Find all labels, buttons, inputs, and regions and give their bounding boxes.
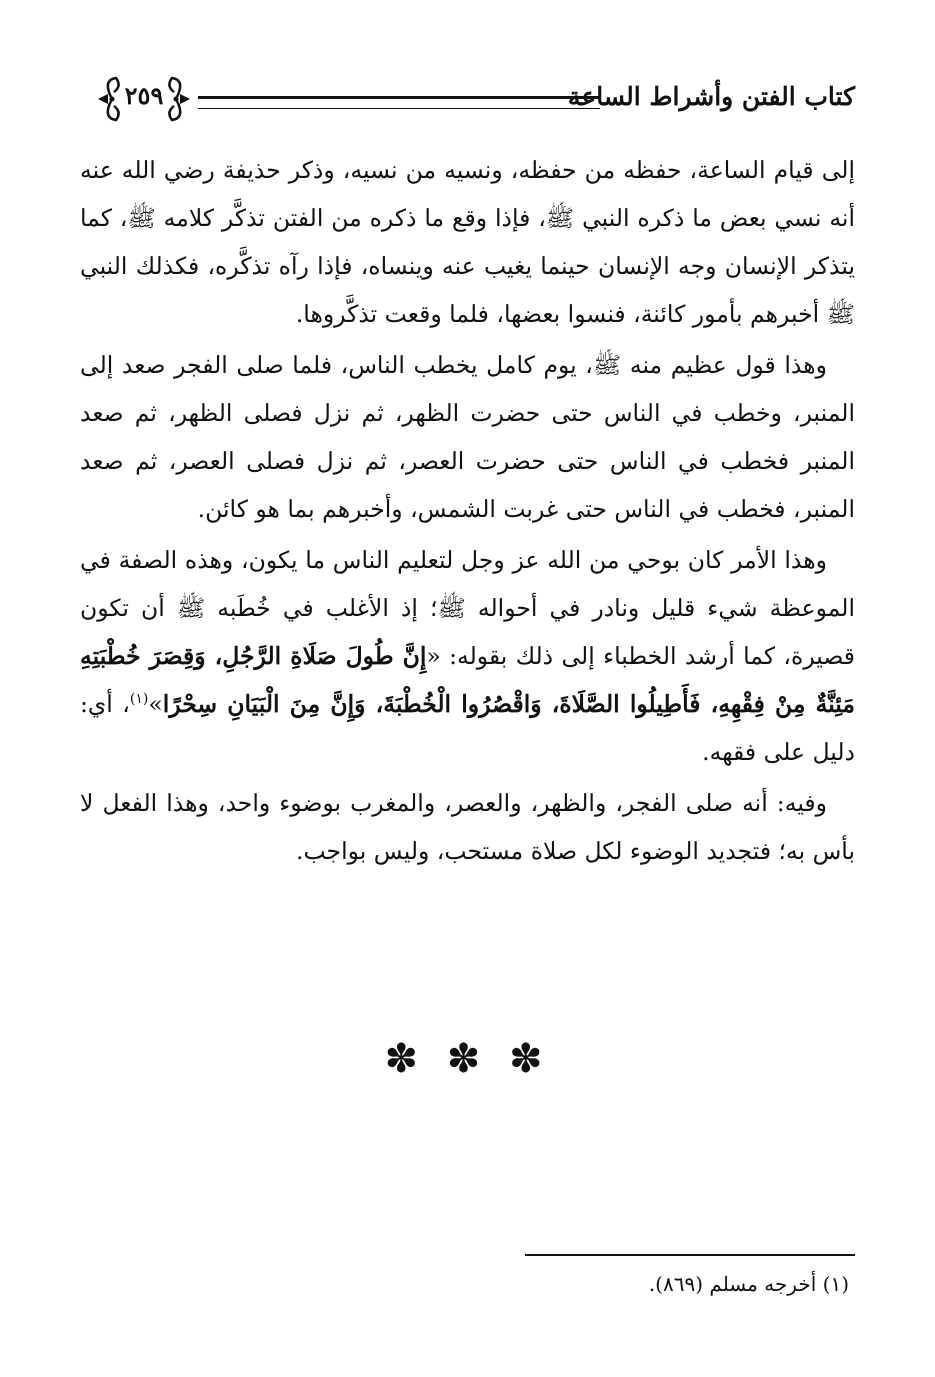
paragraph-3 xyxy=(80,536,855,776)
paragraph-2: وهذا قول عظيم منه ﷺ، يوم كامل يخطب الناس، فلما صلى الفجر صعد إلى المنبر، وخطب في الناس حتى حضرت الظهر، ثم نزل فصلى الظهر، ثم صعد المنبر فخطب في الناس حتى حضرت العصر، ثم نزل فصلى العصر، ثم صعد المنبر، فخطب في الناس حتى غربت الشمس، وأخبرهم بما هو كائن. xyxy=(80,351,855,523)
paragraph-1: إلى قيام الساعة، حفظه من حفظه، ونسيه من نسيه، وذكر حذيفة رضي الله عنه أنه نسي بعض ما ذكره النبي ﷺ، فإذا وقع ما ذكره من الفتن تذكَّر كلامه ﷺ، كما يتذكر الإنسان وجه الإنسان حينما يغيب عنه وينساه، فإذا رآه تذكَّره، فكذلك النبي ﷺ أخبرهم بأمور كائنة، فنسوا بعضها، فلما وقعت تذكَّروها. xyxy=(80,156,855,328)
quote-close: » xyxy=(148,690,163,718)
page-number-frame xyxy=(92,70,196,128)
paragraph-4: وفيه: أنه صلى الفجر، والظهر، والعصر، والمغرب بوضوء واحد، وهذا الفعل لا بأس به؛ فتجديد الوضوء لكل صلاة مستحب، وليس بواجب. xyxy=(80,789,855,865)
hadith-quote: إِنَّ طُولَ صَلَاةِ الرَّجُلِ، وَقِصَرَ خُطْبَتِهِ مَئِنَّةٌ مِنْ فِقْهِهِ، فَأَطِيلُوا الصَّلَاةَ، وَاقْصُرُوا الْخُطْبَةَ، وَإِنَّ مِنَ الْبَيَانِ سِحْرًا xyxy=(80,642,855,718)
paragraph-3-intro: وهذا الأمر كان بوحي من الله عز وجل لتعليم الناس ما يكون، وهذه الصفة في الموعظة شيء قليل ونادر في أحواله ﷺ؛ إذ الأغلب في خُطَبه ﷺ أن تكون قصيرة، كما أرشد الخطباء إلى ذلك بقوله: « xyxy=(80,546,855,670)
page-number: ٢٥٩ xyxy=(124,81,164,110)
footnote: (١) أخرجه مسلم (٨٦٩). xyxy=(648,1272,849,1296)
book-title: كتاب الفتن وأشراط الساعة xyxy=(567,82,855,111)
footnote-rule xyxy=(525,1254,855,1256)
page-header xyxy=(80,62,855,132)
body-text xyxy=(80,146,855,878)
footnote-reference[interactable]: (١) xyxy=(129,691,149,708)
section-separator: ✽ ✽ ✽ xyxy=(384,1036,551,1082)
header-rule xyxy=(198,96,600,109)
paragraph-3-outro: ، أي: دليل على فقهه. xyxy=(80,690,855,766)
